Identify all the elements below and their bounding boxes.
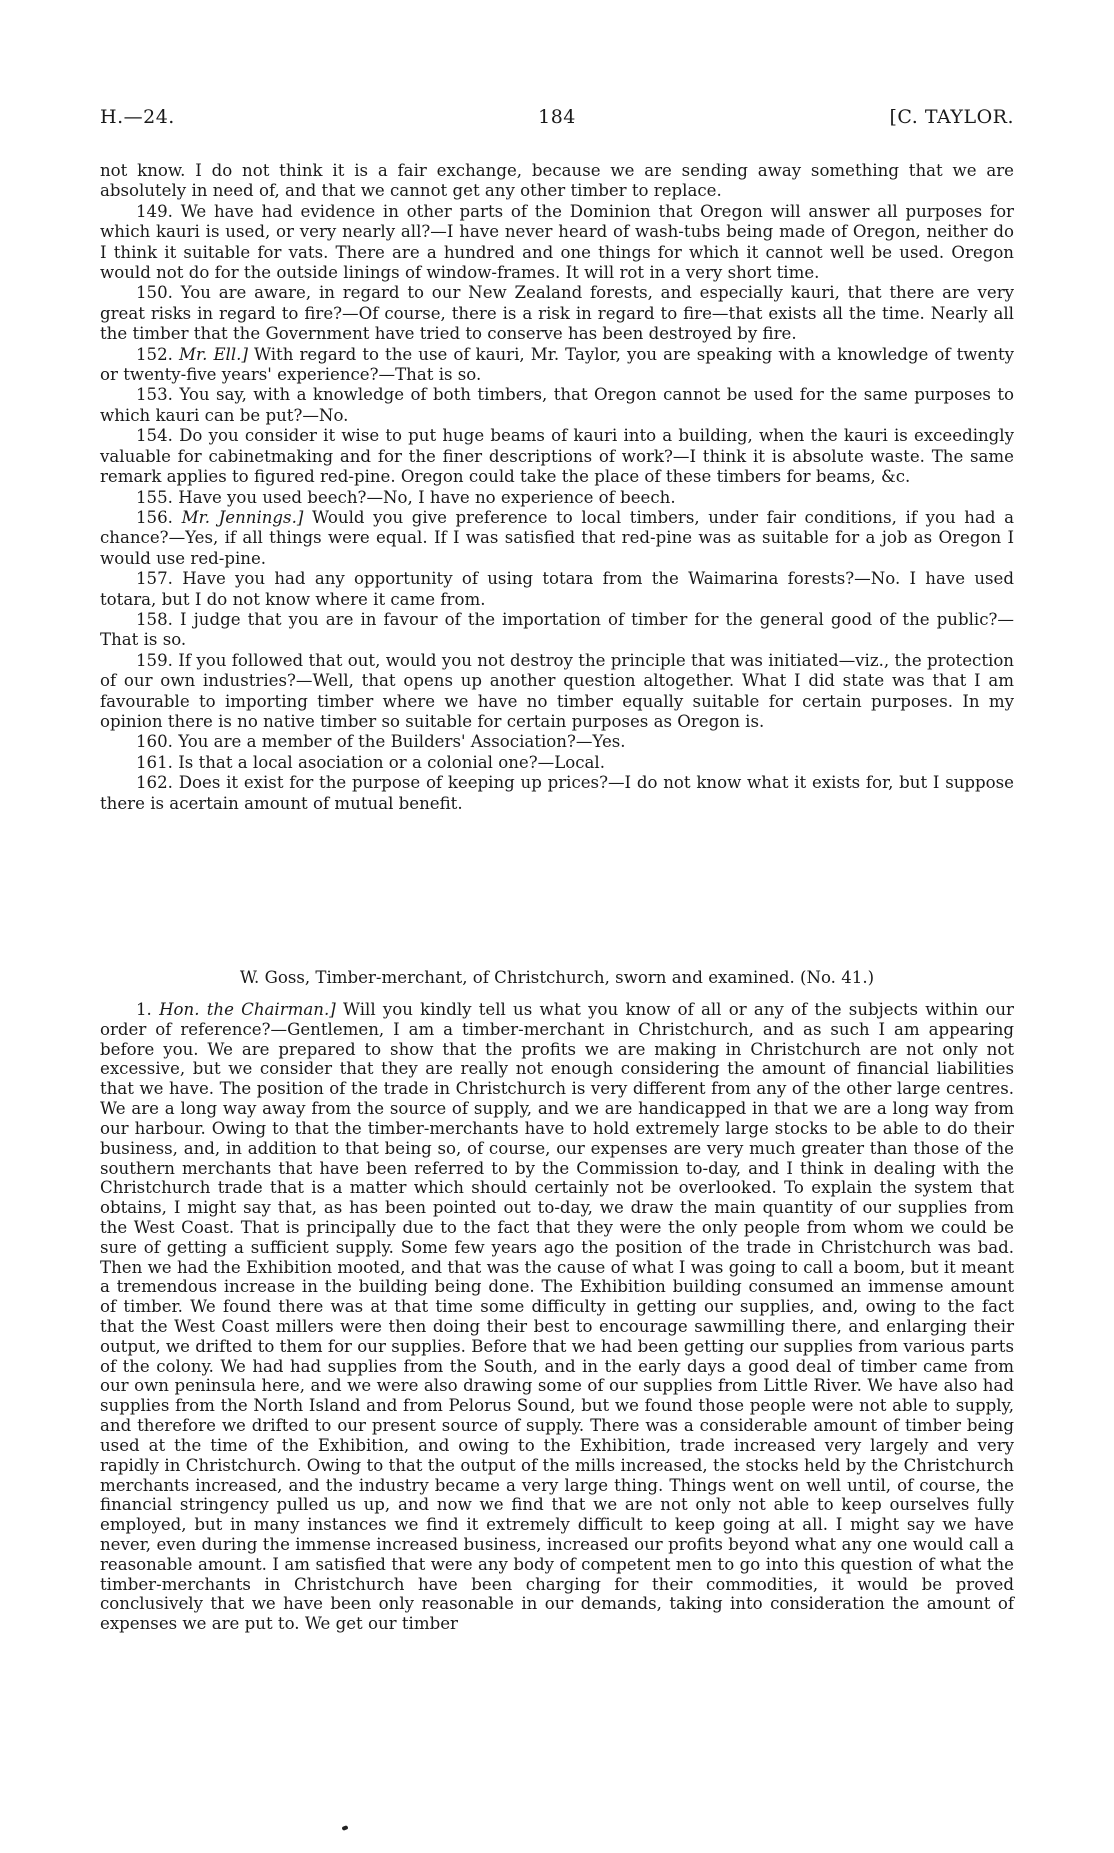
speaker-name: Mr. Ell.]	[179, 344, 248, 364]
parliamentary-paper-reference: H.—24.	[100, 106, 175, 128]
page-number: 184	[538, 106, 576, 128]
question-156	[100, 508, 1014, 569]
question-152	[100, 345, 1014, 386]
question-153: 153. You say, with a knowledge of both timbers, that Oregon cannot be used for the same purposes to which kauri can be put?—No.	[100, 385, 1014, 425]
question-text: Would you give preference to local timbers, under fair conditions, if you had a chance?—Yes, if all things were equal. If I was satisfied that red-pine was as suitable for a job as Oregon I would use red-pine.	[100, 507, 1014, 568]
evidence-continuation	[100, 161, 1014, 814]
question-160: 160. You are a member of the Builders' Association?—Yes.	[136, 732, 626, 752]
question-number: 152.	[136, 344, 173, 364]
answer-text: Will you kindly tell us what you know of all or any of the subjects within our order of reference?—Gentlemen, I am a timber-merchant in Christchurch, and as such I am appearing before you. We are prepared to show that the profits we are making in Christchurch are not only not excessive, but we consider that they are really not enough considering the amount of financial liabilities that we have. The position of the trade in Christchurch is very different from any of the other large centres. We are a long way away from the source of supply, and we are handicapped in that we are a long way from our harbour. Owing to that the timber-merchants have to hold extremely large stocks to be able to do their business, and, in addition to that being so, of course, our expenses are very much greater than those of the southern merchants that have been referred to by the Commission to-day, and I think in dealing with the Christchurch trade that is a matter which should certainly not be overlooked. To explain the system that obtains, I might say that, as has been pointed out to-day, we draw the main quantity of our supplies from the West Coast. That is principally due to the fact that they were the only people from whom we could be sure of getting a sufficient supply. Some few years ago the position of the trade in Christchurch was bad. Then we had the Exhibition mooted, and that was the cause of what I was going to call a boom, but it meant a tremendous increase in the building being done. The Exhibition building consumed an immense amount of timber. We found there was at that time some difficulty in getting our supplies, and, owing to the fact that the West Coast millers were then doing their best to encourage sawmilling there, and enlarging their output, we drifted to them for our supplies. Before that we had been getting our supplies from various parts of the colony. We had had supplies from the South, and in the early days a good deal of timber came from our own peninsula here, and we were also drawing some of our supplies from Little River. We have also had supplies from the North Island and from Pelorus Sound, but we found those people were not able to supply, and therefore we drifted to our present source of supply. There was a considerable amount of timber being used at the time of the Exhibition, and owing to the Exhibition, trade increased very largely and very rapidly in Christchurch. Owing to that the output of the mills increased, the stocks held by the Christchurch merchants increased, and the industry became a very large thing. Things went on well until, of course, the financial stringency pulled us up, and now we find that we are not only not able to keep ourselves fully employed, but in many instances we find it extremely difficult to keep going at all. I might say we have never, even during the immense increased business, increased our profits beyond what any one would call a reasonable amount. I am satisfied that were any body of competent men to go into this question of what the timber-merchants in Christchurch have been charging for their commodities, it would be proved conclusively that we have been only reasonable in our demands, taking into consideration the amount of expenses we are put to. We get our timber	[100, 1000, 1014, 1634]
question-150: 150. You are aware, in regard to our New Zealand forests, and especially kauri, that there are very great risks in regard to fire?—Of course, there is a risk in regard to fire—that exists all the time. Nearly all the timber that the Government have tried to conserve has been destroyed by fire.	[100, 283, 1014, 344]
paragraph-continued: not know. I do not think it is a fair exchange, because we are sending away something that we are absolutely in need of, and that we cannot get any other timber to replace.	[100, 161, 1014, 201]
witness-heading: W. Goss, Timber-merchant, of Christchurch, sworn and examined. (No. 41.)	[239, 968, 875, 987]
question-149: 149. We have had evidence in other parts of the Dominion that Oregon will answer all purposes for which kauri is used, or very nearly all?—I have never heard of wash-tubs being made of Oregon, neither do I think it suitable for vats. There are a hundred and one things for which it cannot well be used. Oregon would not do for the outside linings of window-frames. It will rot in a very short time.	[100, 201, 1014, 283]
question-number: 156.	[136, 507, 173, 527]
question-161: 161. Is that a local asociation or a colonial one?—Local.	[136, 752, 605, 772]
question-154: 154. Do you consider it wise to put huge beams of kauri into a building, when the kauri is exceedingly valuable for cabinetmaking and for the finer descriptions of work?—I think it is absolute waste. The same remark applies to figured red-pine. Oregon could take the place of these timbers for beams, &c.	[100, 426, 1014, 487]
ink-speck	[341, 1825, 348, 1831]
speaker-name: Hon. the Chairman.]	[159, 1000, 336, 1019]
question-number: 1.	[136, 1000, 152, 1019]
witness-running-head: [C. TAYLOR.	[889, 106, 1014, 128]
question-1	[100, 1000, 1014, 1634]
running-header	[100, 106, 1014, 132]
question-155: 155. Have you used beech?—No, I have no experience of beech.	[136, 487, 676, 507]
question-159: 159. If you followed that out, would you not destroy the principle that was initiated—viz., the protection of our own industries?—Well, that opens up another question altogether. What I did state was that I am favourable to importing timber where we have no timber equally suitable for certain purposes. In my opinion there is no native timber so suitable for certain purposes as Oregon is.	[100, 650, 1014, 731]
goss-evidence	[100, 1000, 1014, 1634]
speaker-name: Mr. Jennings.]	[181, 507, 304, 527]
question-text: With regard to the use of kauri, Mr. Taylor, you are speaking with a knowledge of twenty or twenty-five years' experience?—That is so.	[100, 344, 1015, 385]
question-162: 162. Does it exist for the purpose of keeping up prices?—I do not know what it exists for, but I suppose there is acertain amount of mutual benefit.	[100, 773, 1014, 813]
question-157: 157. Have you had any opportunity of using totara from the Waimarina forests?—No. I have used totara, but I do not know where it came from.	[100, 569, 1014, 609]
question-158: 158. I judge that you are in favour of the importation of timber for the general good of the public?—That is so.	[100, 609, 1014, 650]
